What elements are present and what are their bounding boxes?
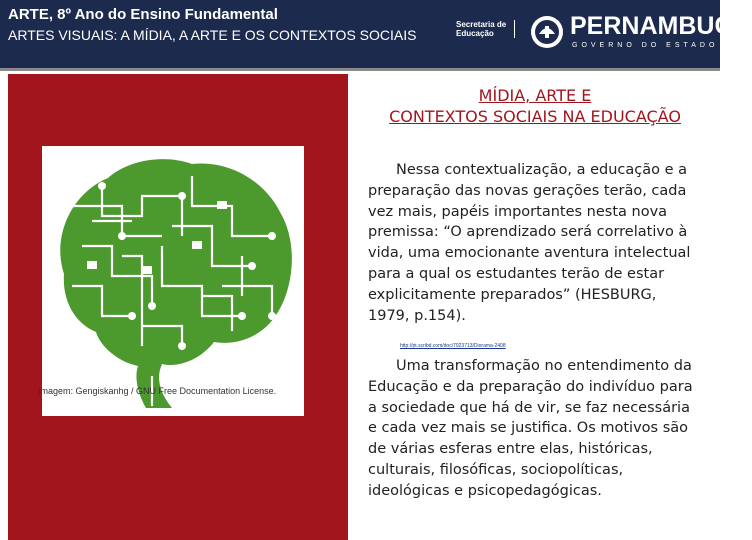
secretaria-label <box>456 20 515 38</box>
brain-circuit-image <box>42 146 304 416</box>
header-divider <box>0 68 720 71</box>
section-title-line2: CONTEXTOS SOCIAIS NA EDUCAÇÃO <box>389 107 681 126</box>
image-credit: Imagem: Gengiskanhg / GNU Free Documentation License. <box>38 386 277 396</box>
brand-name: PERNAMBUCO <box>570 12 752 40</box>
paragraph-transformation <box>368 356 698 502</box>
brain-icon <box>42 146 304 416</box>
paragraph-1-text: Nessa contextualização, a educação e a preparação das novas gerações terão, cada vez mais, papéis importantes nesta nova premissa: “O aprendizado será correlativo à vida, uma emocionante aventura intelectual para a qual os estudantes terão de estar explicitamente preparados” (HESBURG, 1979, p.154). <box>368 162 691 324</box>
source-link[interactable]: http://pt.scribd.com/doc/7923713/Diorama-2408 <box>400 343 506 349</box>
section-title-line1: MÍDIA, ARTE E <box>478 86 592 105</box>
paragraph-contextualization <box>368 160 698 326</box>
lesson-subtitle: ARTES VISUAIS: A MÍDIA, A ARTE E OS CONTEXTOS SOCIAIS <box>8 27 417 43</box>
paragraph-2-text: Uma transformação no entendimento da Educação e da preparação do indivíduo para a sociedade que há de vir, se faz necessária e cada vez mais se justifica. Os motivos são de várias esferas entre elas, históricas, culturais, filosóficas, sociopolíticas, ideológicas e psicopedagógicas. <box>368 358 693 499</box>
pernambuco-seal-icon <box>529 14 565 50</box>
secretaria-line2: Educação <box>456 29 494 38</box>
section-title <box>380 85 690 127</box>
secretaria-line1: Secretaria de <box>456 20 507 29</box>
lesson-title: ARTE, 8º Ano do Ensino Fundamental <box>8 6 278 23</box>
brand-subtitle: GOVERNO DO ESTADO <box>572 42 719 49</box>
header-bar <box>0 0 752 68</box>
